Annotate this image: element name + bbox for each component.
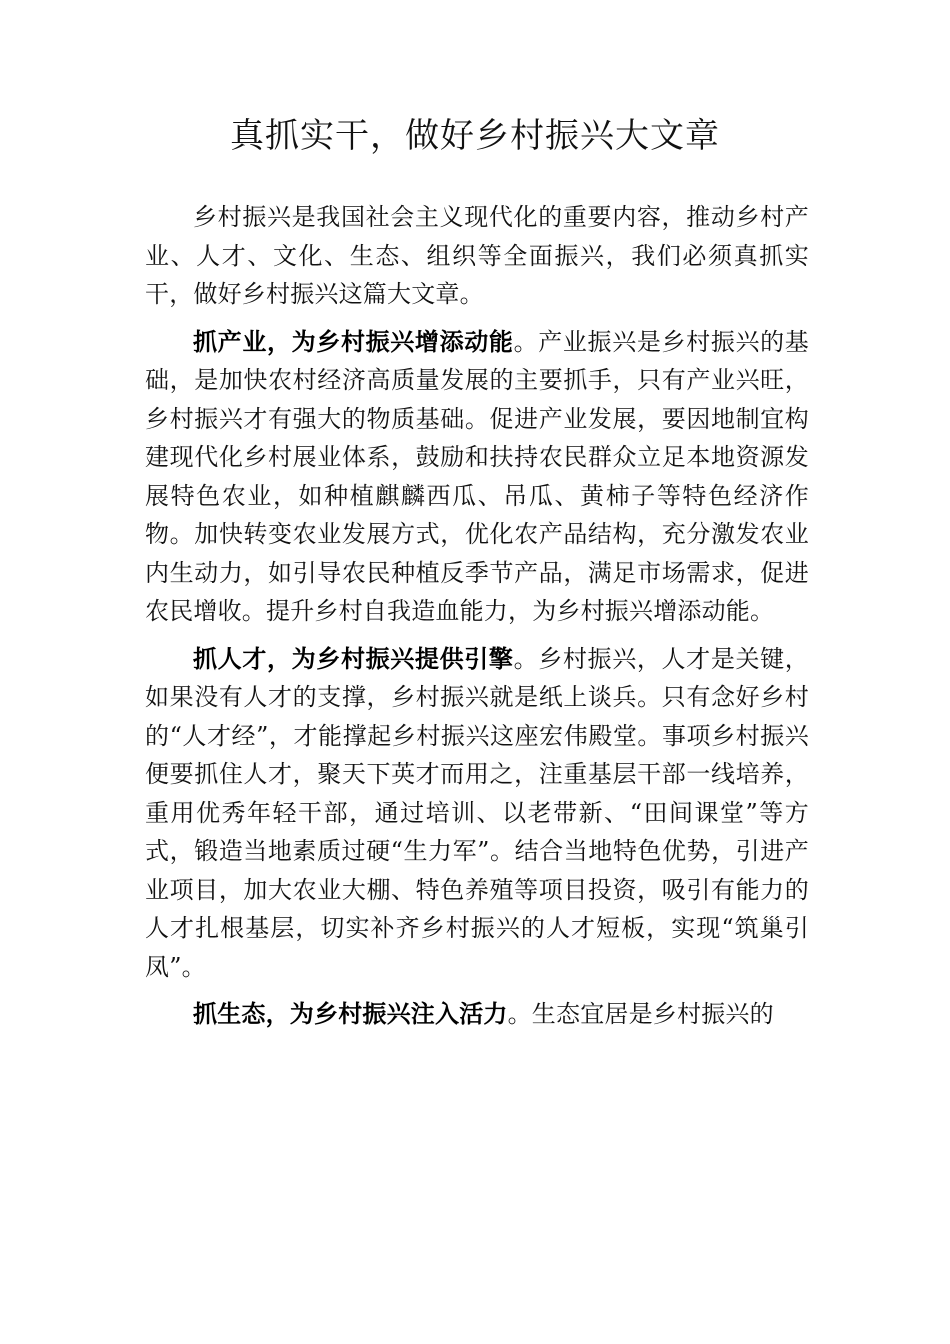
paragraph-ecology	[145, 995, 809, 1034]
document-body	[145, 198, 809, 1043]
paragraph-lead-heading: 抓产业，为乡村振兴增添动能	[193, 327, 514, 356]
paragraph-text: 乡村振兴是我国社会主义现代化的重要内容，推动乡村产业、人才、文化、生态、组织等全面振兴，我们必须真抓实干，做好乡村振兴这篇大文章。	[145, 203, 809, 308]
paragraph-lead-heading: 抓人才，为乡村振兴提供引擎	[193, 644, 514, 673]
paragraph-talent	[145, 640, 809, 987]
paragraph-text: 。生态宜居是乡村振兴的	[507, 1000, 774, 1028]
paragraph-text: 。产业振兴是乡村振兴的基础，是加快农村经济高质量发展的主要抓手，只有产业兴旺，乡村振兴才有强大的物质基础。促进产业发展，要因地制宜构建现代化乡村展业体系，鼓励和扶持农民群众立足本地资源发展特色农业，如种植麒麟西瓜、吊瓜、黄柿子等特色经济作物。加快转变农业发展方式，优化农产品结构，充分激发农业内生动力，如引导农民种植反季节产品，满足市场需求，促进农民增收。提升乡村自我造血能力，为乡村振兴增添动能。	[145, 327, 809, 625]
paragraph-intro	[145, 198, 809, 314]
document-title: 真抓实干，做好乡村振兴大文章	[230, 116, 720, 156]
paragraph-industry	[145, 323, 809, 631]
paragraph-text: 。乡村振兴，人才是关键，如果没有人才的支撑，乡村振兴就是纸上谈兵。只有念好乡村的“人才经”，才能撑起乡村振兴这座宏伟殿堂。事项乡村振兴便要抓住人才，聚天下英才而用之，注重基层干部一线培养，重用优秀年轻干部，通过培训、以老带新、“田间课堂”等方式，锻造当地素质过硬“生力军”。结合当地特色优势，引进产业项目，加大农业大棚、特色养殖等项目投资，吸引有能力的人才扎根基层，切实补齐乡村振兴的人才短板，实现“筑巢引凤”。	[145, 644, 809, 981]
paragraph-lead-heading: 抓生态，为乡村振兴注入活力	[193, 1000, 508, 1028]
